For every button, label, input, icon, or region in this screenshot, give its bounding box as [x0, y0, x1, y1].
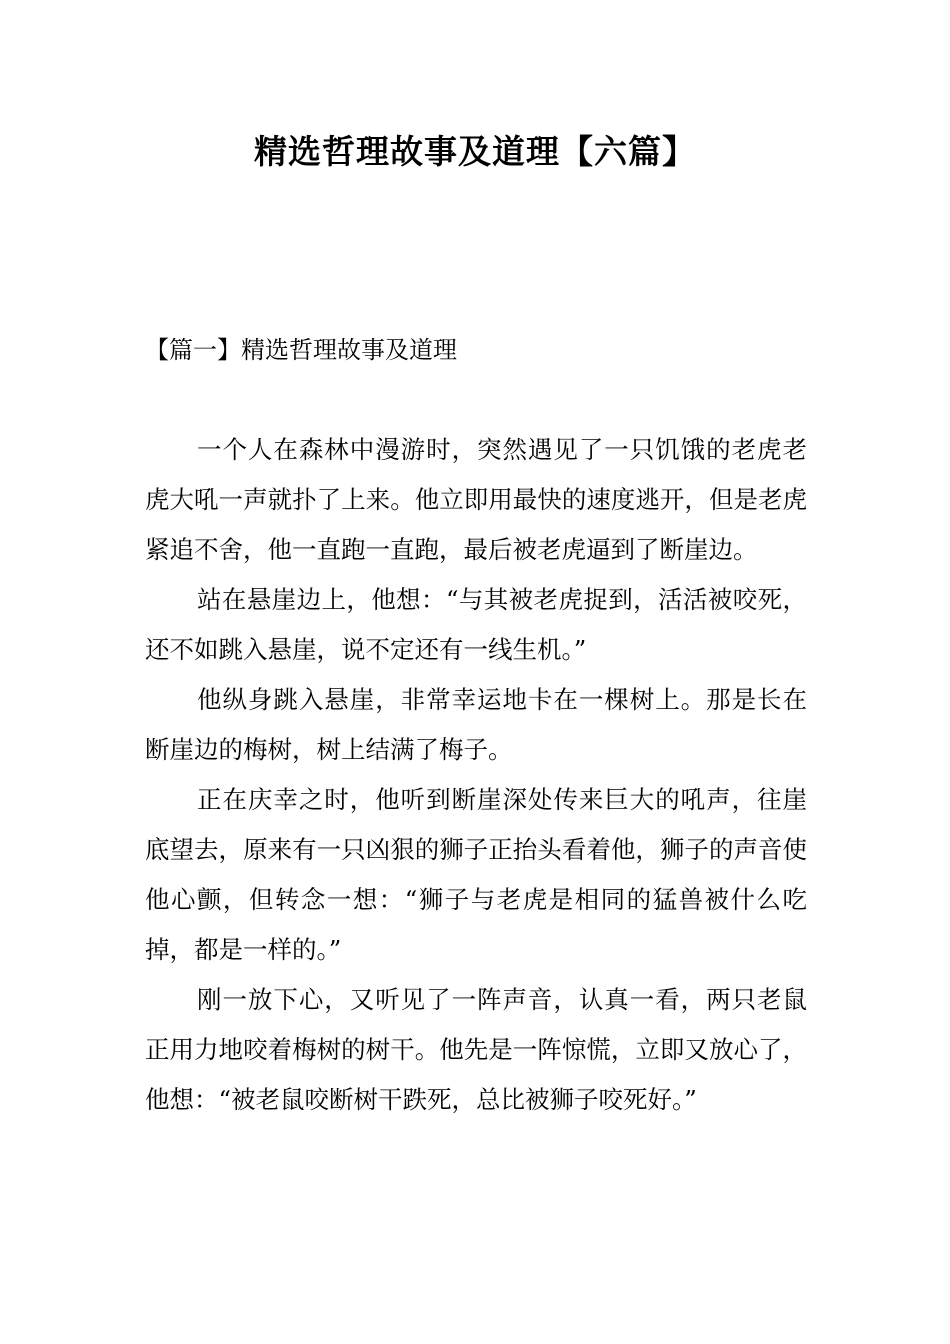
- paragraph-4: 正在庆幸之时，他听到断崖深处传来巨大的吼声，往崖底望去，原来有一只凶狠的狮子正抬头看着他，狮子的声音使他心颤，但转念一想：“狮子与老虎是相同的猛兽被什么吃掉，都是一样的。”: [145, 785, 807, 964]
- document-body: [145, 425, 807, 1125]
- section-heading: 【篇一】精选哲理故事及道理: [145, 336, 457, 364]
- paragraph-5: 刚一放下心，又听见了一阵声音，认真一看，两只老鼠正用力地咬着梅树的树干。他先是一阵惊慌，立即又放心了，他想：“被老鼠咬断树干跌死，总比被狮子咬死好。”: [145, 985, 807, 1114]
- paragraph-1: 一个人在森林中漫游时，突然遇见了一只饥饿的老虎老虎大吼一声就扑了上来。他立即用最快的速度逃开，但是老虎紧追不舍，他一直跑一直跑，最后被老虎逼到了断崖边。: [145, 435, 807, 564]
- document-title: 精选哲理故事及道理【六篇】: [254, 132, 696, 171]
- paragraph-3: 他纵身跳入悬崖，非常幸运地卡在一棵树上。那是长在断崖边的梅树，树上结满了梅子。: [145, 685, 807, 764]
- paragraph-2: 站在悬崖边上，他想：“与其被老虎捉到，活活被咬死，还不如跳入悬崖，说不定还有一线生机。”: [145, 585, 807, 664]
